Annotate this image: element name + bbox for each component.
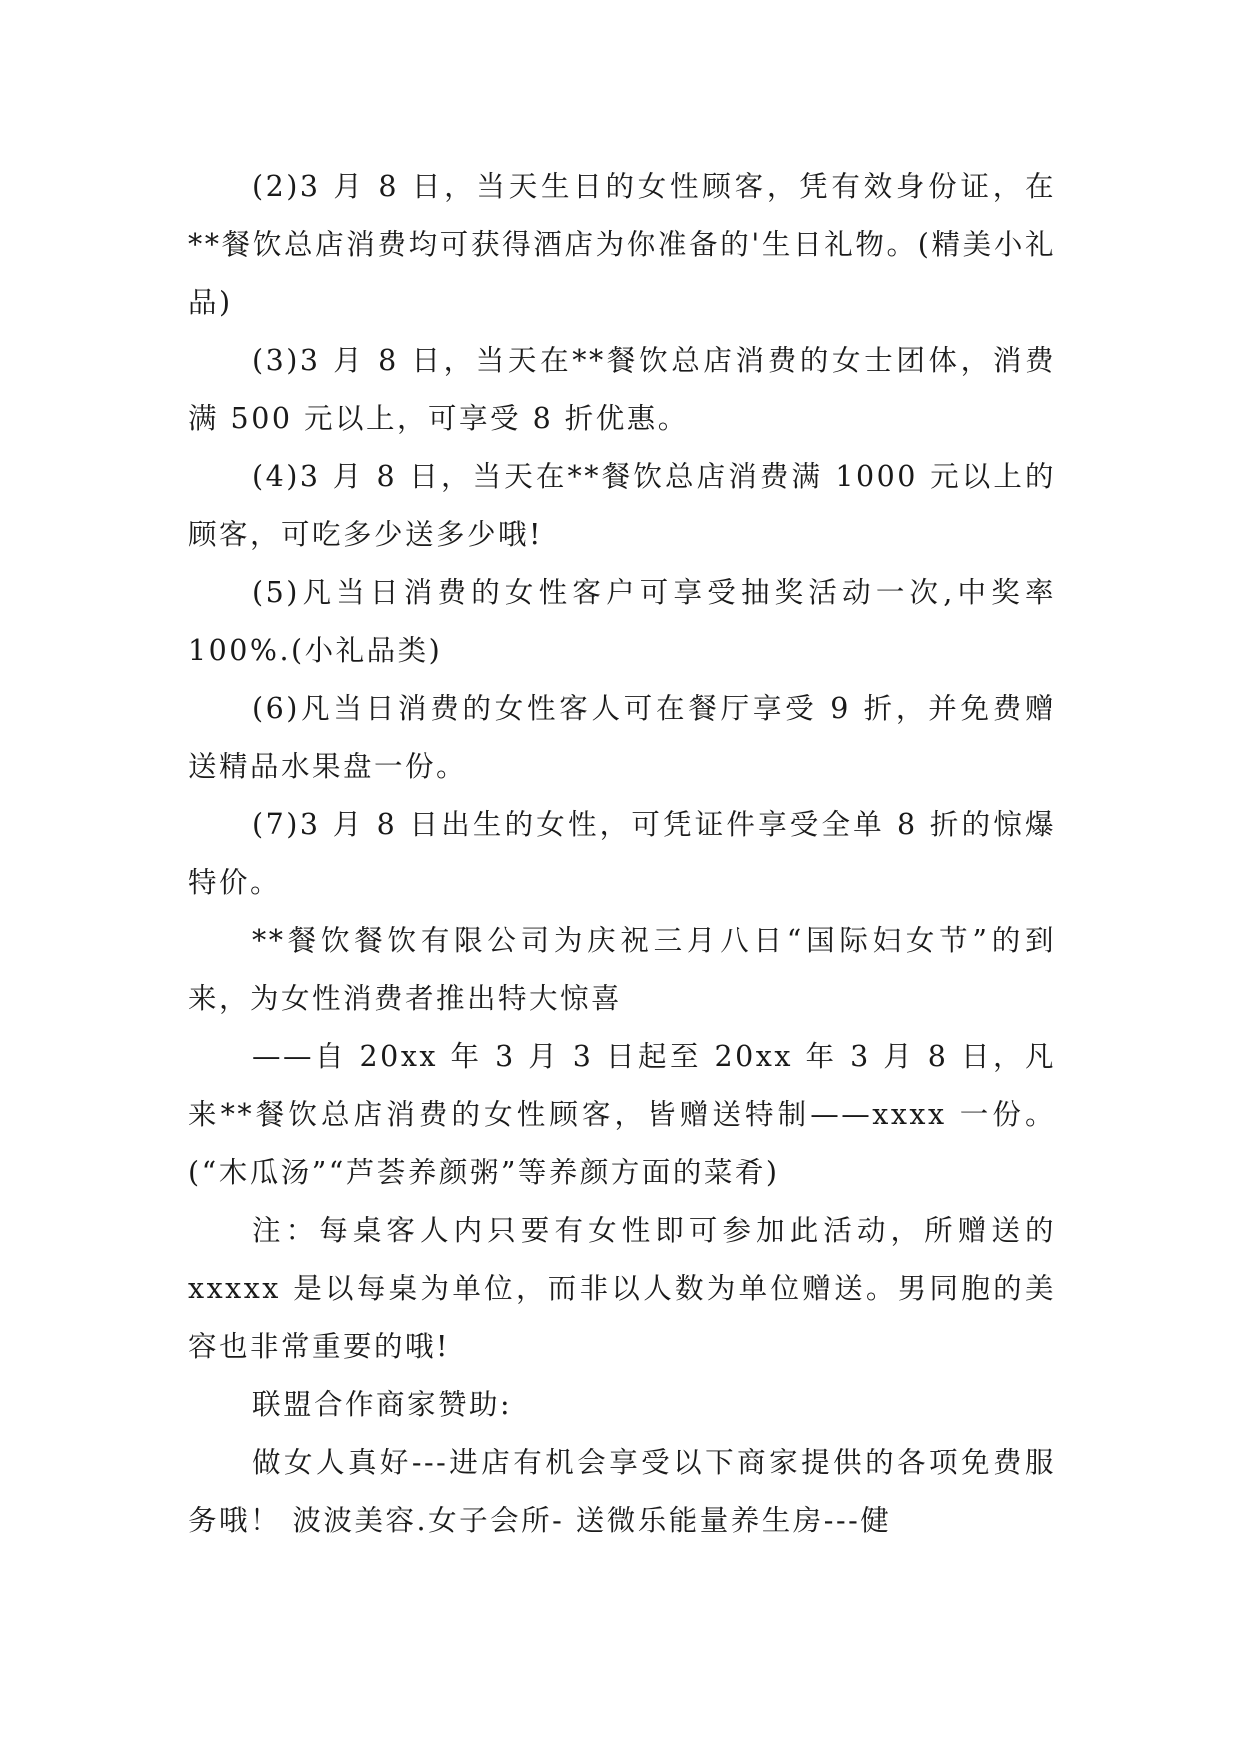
paragraph-promotion-period: ——自 20xx 年 3 月 3 日起至 20xx 年 3 月 8 日，凡来**餐饮总店消费的女性顾客，皆赠送特制——xxxx 一份。(“木瓜汤”“芦荟养颜粥”等养颜方面的菜肴): [188, 1040, 1056, 1189]
paragraph-sponsors-list: 做女人真好---进店有机会享受以下商家提供的各项免费服务哦！ 波波美容.女子会所- 送微乐能量养生房---健: [188, 1446, 1056, 1537]
paragraph-group-discount: (3)3 月 8 日，当天在**餐饮总店消费的女士团体，消费满 500 元以上，可享受 8 折优惠。: [188, 344, 1056, 435]
paragraph-1000-offer: (4)3 月 8 日，当天在**餐饮总店消费满 1000 元以上的顾客，可吃多少送多少哦!: [188, 460, 1056, 551]
paragraph-lottery: (5)凡当日消费的女性客户可享受抽奖活动一次,中奖率 100%.(小礼品类): [188, 576, 1056, 667]
paragraph-note: 注：每桌客人内只要有女性即可参加此活动，所赠送的 xxxxx 是以每桌为单位，而非以人数为单位赠送。男同胞的美容也非常重要的哦!: [188, 1214, 1056, 1363]
document-body: [188, 158, 1056, 1550]
paragraph-fruit-plate: (6)凡当日消费的女性客人可在餐厅享受 9 折，并免费赠送精品水果盘一份。: [188, 692, 1056, 783]
paragraph-birthday-gift: (2)3 月 8 日，当天生日的女性顾客，凭有效身份证，在**餐饮总店消费均可获得酒店为你准备的'生日礼物。(精美小礼品): [188, 170, 1056, 319]
paragraph-sponsors-heading: 联盟合作商家赞助:: [252, 1388, 513, 1421]
paragraph-company-intro: **餐饮餐饮有限公司为庆祝三月八日“国际妇女节”的到来，为女性消费者推出特大惊喜: [188, 924, 1056, 1015]
paragraph-birthday-discount: (7)3 月 8 日出生的女性，可凭证件享受全单 8 折的惊爆特价。: [188, 808, 1056, 899]
